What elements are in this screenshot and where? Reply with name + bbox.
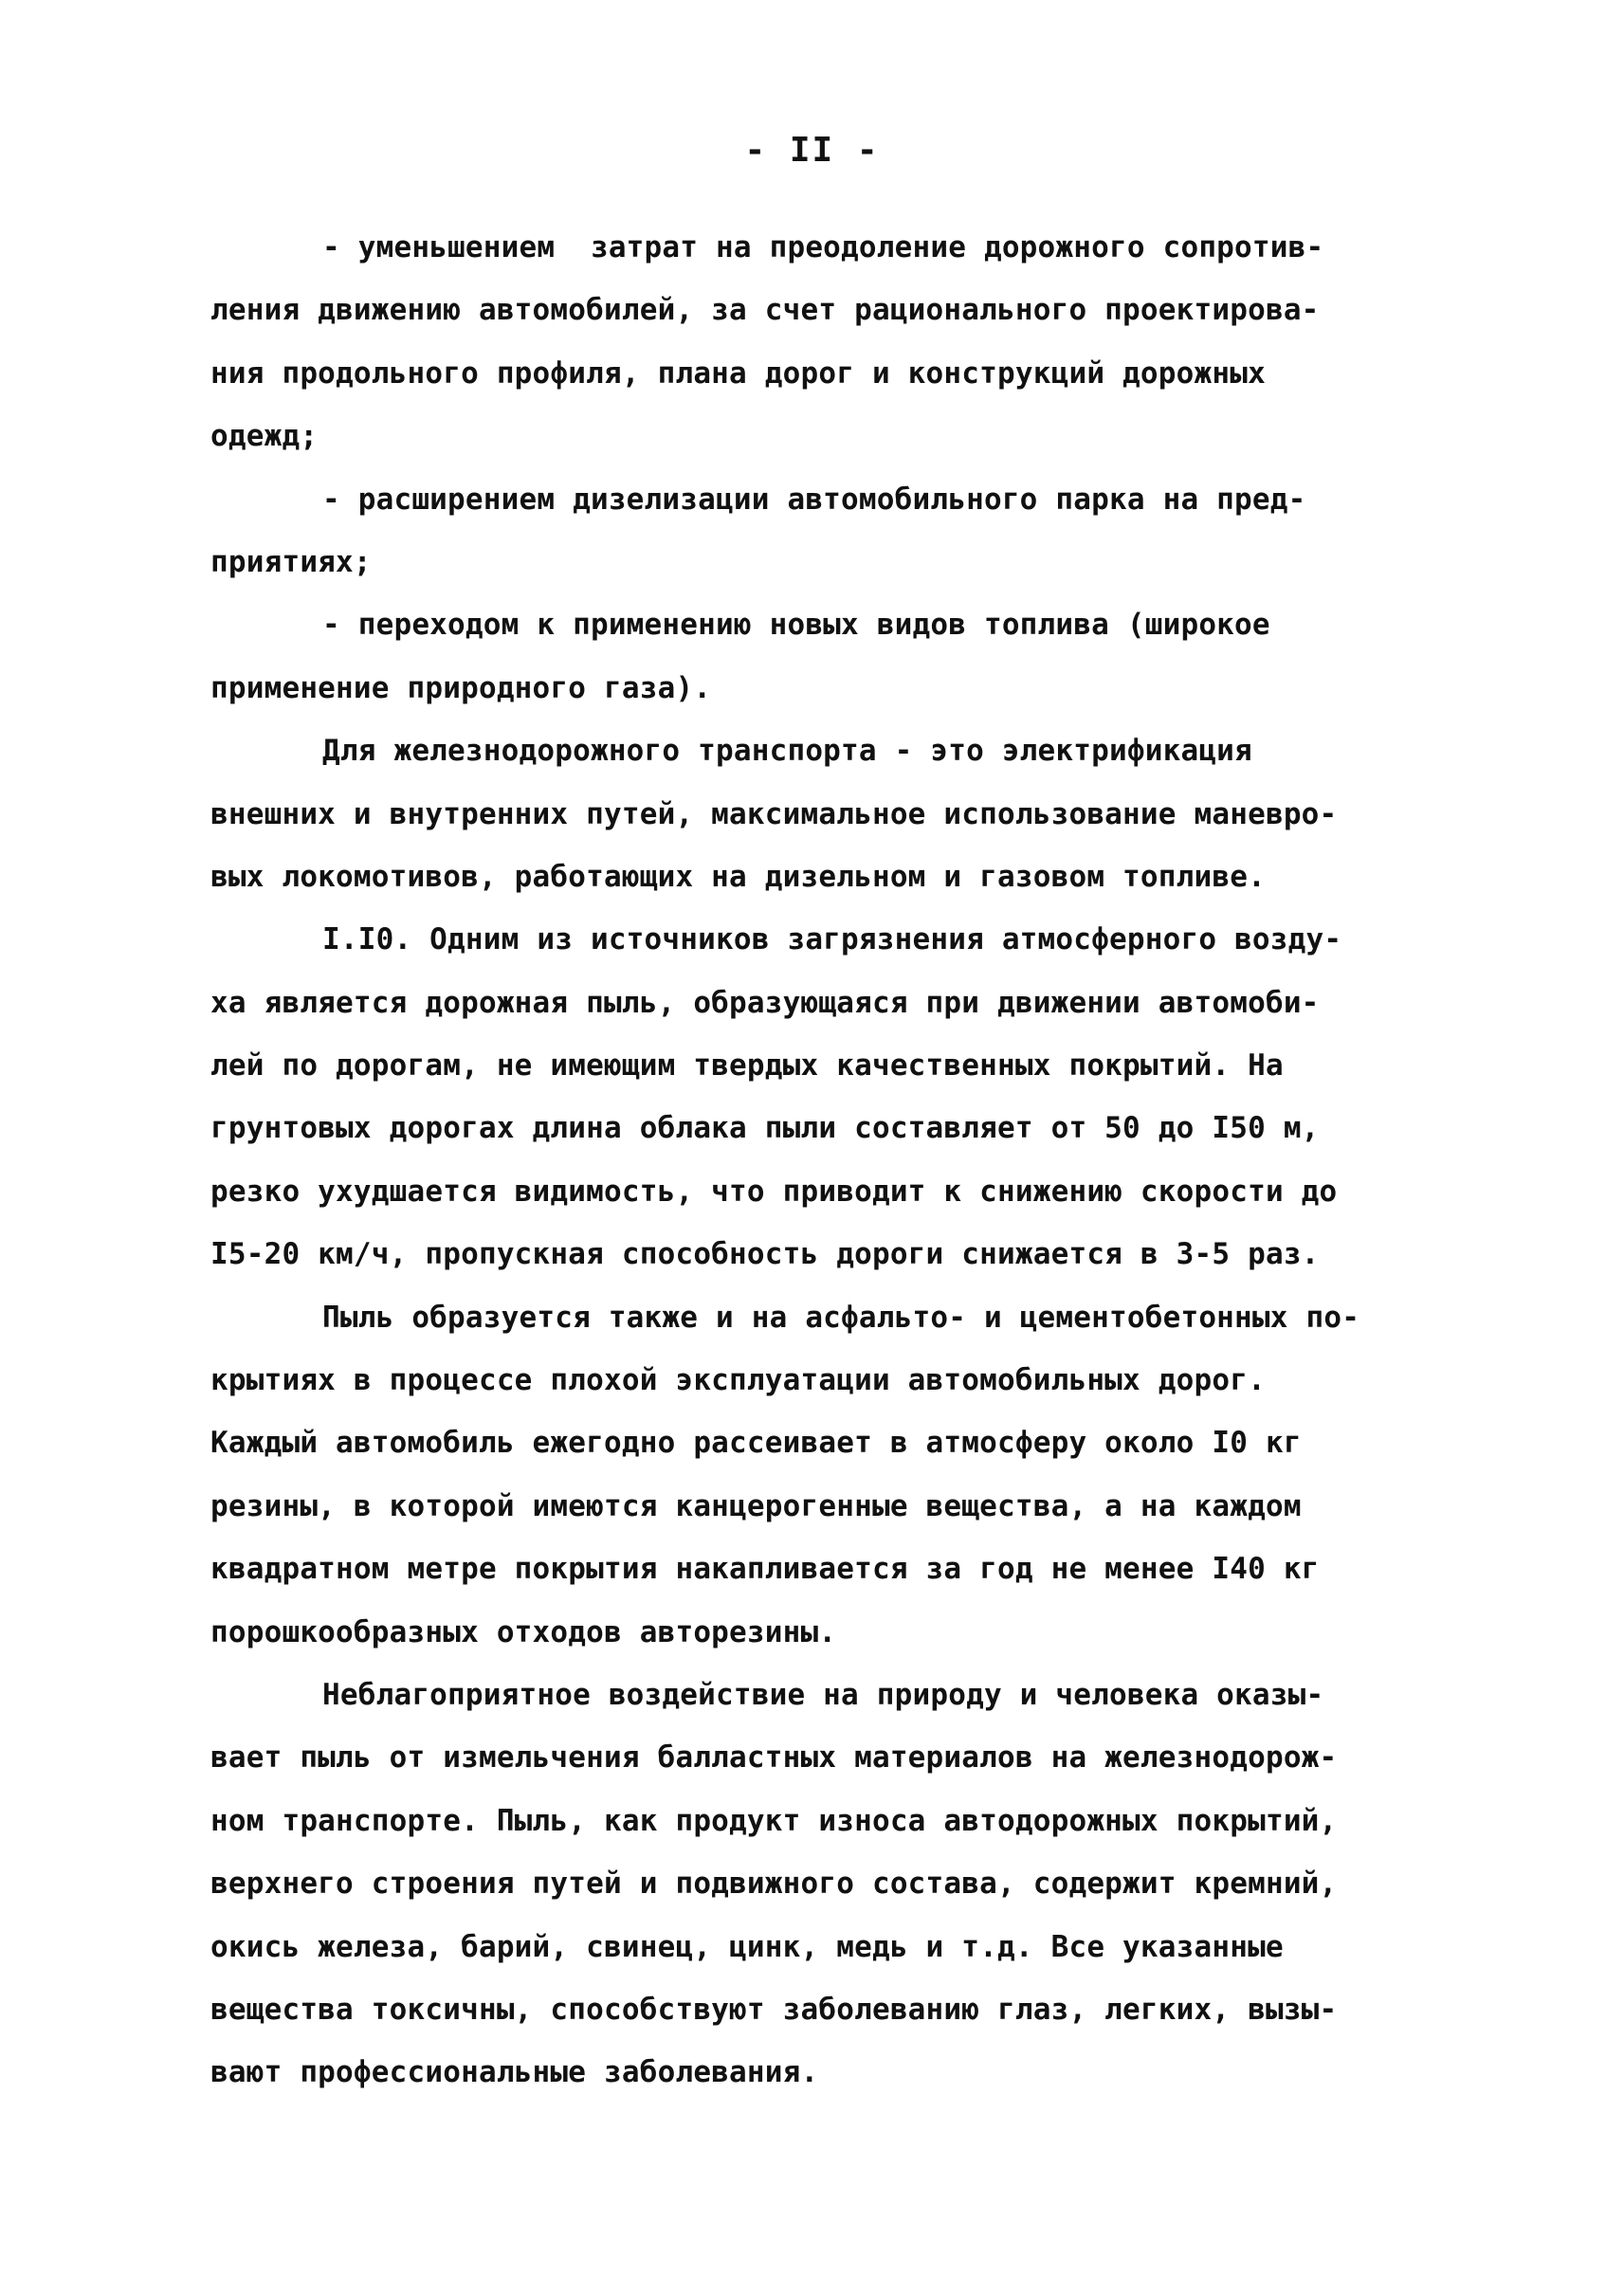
text-line: лей по дорогам, не имеющим твердых качественных покрытий. На [210, 1048, 1284, 1084]
text-line: крытиях в процессе плохой эксплуатации автомобильных дорог. [210, 1363, 1266, 1398]
text-line: квадратном метре покрытия накапливается за год не менее I40 кг [210, 1552, 1320, 1587]
text-line: верхнего строения путей и подвижного состава, содержит кремний, [210, 1867, 1338, 1902]
text-line: Для железнодорожного транспорта - это электрификация [322, 734, 1252, 769]
text-line: резины, в которой имеются канцерогенные вещества, а на каждом [210, 1488, 1302, 1523]
text-line: внешних и внутренних путей, максимальное использование маневро- [210, 796, 1338, 831]
text-line: резко ухудшается видимость, что приводит к снижению скорости до [210, 1174, 1338, 1209]
text-line: порошкообразных отходов авторезины. [210, 1614, 837, 1649]
text-line: - переходом к применению новых видов топлива (широкое [322, 608, 1270, 643]
text-line: приятиях; [210, 544, 372, 579]
text-line: ха является дорожная пыль, образующаяся при движении автомоби- [210, 985, 1320, 1020]
body-text [210, 216, 1462, 2104]
text-line: Пыль образуется также и на асфальто- и цементобетонных по- [322, 1300, 1360, 1335]
text-line: Каждый автомобиль ежегодно рассеивает в атмосферу около I0 кг [210, 1426, 1302, 1461]
text-line: вых локомотивов, работающих на дизельном и газовом топливе. [210, 859, 1266, 894]
text-line: грунтовых дорогах длина облака пыли составляет от 50 до I50 м, [210, 1111, 1320, 1146]
text-line: вещества токсичны, способствуют заболеванию глаз, легких, вызы- [210, 1992, 1338, 2027]
page-number: - II - [744, 131, 880, 170]
text-line: применение природного газа). [210, 670, 712, 705]
text-line: одежд; [210, 419, 319, 454]
text-line: окись железа, барий, свинец, цинк, медь и т.д. Все указанные [210, 1929, 1284, 1964]
text-line: - расширением дизелизации автомобильного парка на пред- [322, 482, 1306, 517]
text-line: ном транспорте. Пыль, как продукт износа автодорожных покрытий, [210, 1803, 1338, 1838]
text-line: Неблагоприятное воздействие на природу и человека оказы- [322, 1677, 1324, 1712]
text-line: вают профессиональные заболевания. [210, 2055, 819, 2090]
text-line: вает пыль от измельчения балластных материалов на железнодорож- [210, 1740, 1338, 1776]
text-line: I5-20 км/ч, пропускная способность дороги снижается в 3-5 раз. [210, 1237, 1320, 1272]
text-line: ния продольного профиля, плана дорог и конструкций дорожных [210, 355, 1266, 391]
text-line: - уменьшением затрат на преодоление дорожного сопротив- [322, 230, 1324, 264]
text-line: I.I0. Одним из источников загрязнения атмосферного возду- [322, 922, 1342, 957]
text-line: ления движению автомобилей, за счет рационального проектирова- [210, 293, 1320, 328]
